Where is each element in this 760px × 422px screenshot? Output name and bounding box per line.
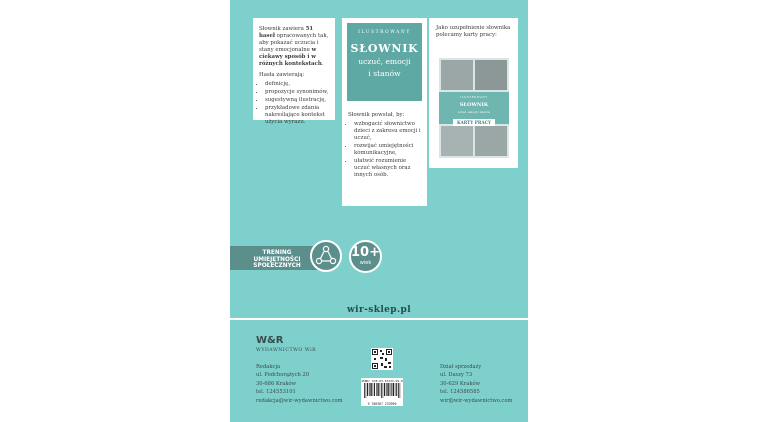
- publisher-name: WYDAWNICTWO WiR: [256, 348, 317, 353]
- divider: [230, 318, 528, 320]
- info-card-left: [253, 18, 335, 125]
- age-badge: [349, 240, 382, 273]
- shop-url[interactable]: wir-sklep.pl: [346, 305, 412, 315]
- info-card-right: [429, 18, 518, 168]
- entries-list: [259, 81, 329, 126]
- sales-address: Dział sprzedaży ul. Daszy 73 30-629 Kraków tel. 124586585 wir@wir-wydawnictwo.com: [440, 364, 513, 404]
- publisher-logo: W&R: [256, 335, 284, 346]
- isbn-caption: ISBN: 978-83-67233-99-0: [361, 379, 403, 383]
- skills-badge: TRENING UMIEJĘTNOŚCI SPOŁECZNYCH: [230, 246, 324, 270]
- worksheets-text: Jako uzupełnienie słownika polecamy karty pracy:: [436, 25, 511, 38]
- qr-code-icon: [371, 348, 393, 370]
- title-line-3: i stanów: [368, 69, 401, 78]
- age-number: 10+: [351, 245, 380, 260]
- isbn-barcode: [361, 378, 403, 406]
- list-item: • propozycje synonimów,: [265, 89, 329, 96]
- title-line-2: uczuć, emocji: [358, 57, 411, 66]
- list-item: • wzbogacić słownictwo dzieci z zakresu emocji i uczuć,: [354, 121, 421, 142]
- worksheets-cover-title: ILUSTROWANY SŁOWNIK uczuć, emocji i stanów KARTY PRACY: [439, 92, 509, 124]
- book-title-box: [342, 18, 427, 106]
- people-network-icon: [310, 240, 342, 272]
- title-ilustrowany: ILUSTROWANY: [358, 30, 411, 35]
- sales-email[interactable]: wir@wir-wydawnictwo.com: [440, 397, 513, 404]
- isbn-number: 9 788367 233990: [367, 402, 397, 406]
- worksheets-cover-image: [439, 58, 509, 158]
- barcode-icon: [361, 383, 403, 398]
- list-title: Hasła zawierają:: [259, 72, 305, 78]
- info-card-middle: [342, 106, 427, 206]
- list-item: • ułatwić rozumienie uczuć własnych oraz innych osób.: [354, 158, 421, 179]
- title-main: SŁOWNIK: [350, 42, 419, 55]
- editorial-email[interactable]: redakcja@wir-wydawnictwo.com: [256, 397, 343, 404]
- purpose-intro: Słownik powstał, by:: [348, 112, 405, 118]
- purpose-list: [348, 121, 421, 179]
- editorial-address: Redakcja ul. Podchorążych 20 30-686 Kraków tel. 124553101 redakcja@wir-wydawnictwo.com: [256, 364, 343, 404]
- book-title-panel: [347, 23, 422, 101]
- age-label: wiek: [359, 260, 372, 266]
- intro-paragraph: Słownik zawiera 51 haseł opracowanych tak, aby pokazać uczucia i stany emocjonalne w ciekawy sposób i w różnych kontekstach.: [259, 26, 329, 67]
- list-item: • definicję,: [265, 81, 329, 88]
- list-item: • sugestywną ilustrację,: [265, 97, 329, 104]
- list-item: • przykładowe zdania nakreślające kontekst użycia wyrazu.: [265, 105, 329, 126]
- back-cover: [230, 0, 528, 422]
- list-item: • rozwijać umiejętności komunikacyjne,: [354, 143, 421, 157]
